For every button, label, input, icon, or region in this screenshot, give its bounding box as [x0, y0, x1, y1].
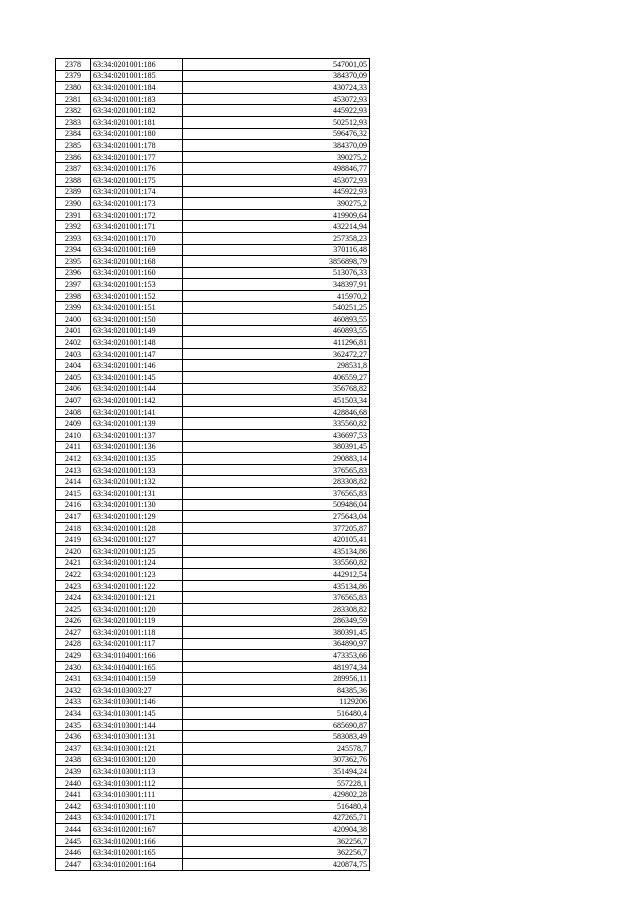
row-number-cell: 2429 — [56, 650, 91, 662]
cadastral-number-cell: 63:34:0201001:178 — [91, 140, 183, 152]
table-row — [56, 221, 370, 233]
table-row — [56, 453, 370, 465]
table-row — [56, 395, 370, 407]
value-cell: 557228,1 — [183, 777, 370, 789]
row-number-cell: 2445 — [56, 835, 91, 847]
value-cell: 289956,11 — [183, 673, 370, 685]
value-cell: 411296,81 — [183, 337, 370, 349]
cadastral-number-cell: 63:34:0201001:170 — [91, 232, 183, 244]
table-row — [56, 580, 370, 592]
row-number-cell: 2411 — [56, 441, 91, 453]
table-row — [56, 244, 370, 256]
row-number-cell: 2379 — [56, 70, 91, 82]
row-number-cell: 2391 — [56, 209, 91, 221]
cadastral-number-cell: 63:34:0201001:181 — [91, 116, 183, 128]
cadastral-number-cell: 63:34:0103001:110 — [91, 801, 183, 813]
table-row — [56, 151, 370, 163]
table-row — [56, 708, 370, 720]
table-row — [56, 569, 370, 581]
row-number-cell: 2447 — [56, 858, 91, 870]
row-number-cell: 2432 — [56, 685, 91, 697]
value-cell: 442912,54 — [183, 569, 370, 581]
table-row — [56, 186, 370, 198]
value-cell: 348397,91 — [183, 279, 370, 291]
row-number-cell: 2419 — [56, 534, 91, 546]
table-row — [56, 812, 370, 824]
value-cell: 445922,93 — [183, 186, 370, 198]
table-row — [56, 325, 370, 337]
row-number-cell: 2401 — [56, 325, 91, 337]
table-row — [56, 661, 370, 673]
row-number-cell: 2436 — [56, 731, 91, 743]
cadastral-number-cell: 63:34:0103001:112 — [91, 777, 183, 789]
cadastral-number-cell: 63:34:0201001:183 — [91, 93, 183, 105]
table-row — [56, 290, 370, 302]
value-cell: 429802,28 — [183, 789, 370, 801]
value-cell: 356768,82 — [183, 383, 370, 395]
row-number-cell: 2410 — [56, 430, 91, 442]
cadastral-number-cell: 63:34:0201001:137 — [91, 430, 183, 442]
value-cell: 84385,36 — [183, 685, 370, 697]
table-row — [56, 824, 370, 836]
table-row — [56, 441, 370, 453]
cadastral-number-cell: 63:34:0201001:150 — [91, 314, 183, 326]
row-number-cell: 2414 — [56, 476, 91, 488]
row-number-cell: 2413 — [56, 464, 91, 476]
row-number-cell: 2388 — [56, 174, 91, 186]
table-row — [56, 650, 370, 662]
table-row — [56, 499, 370, 511]
table-row — [56, 232, 370, 244]
value-cell: 335560,82 — [183, 418, 370, 430]
value-cell: 453072,93 — [183, 93, 370, 105]
value-cell: 481974,34 — [183, 661, 370, 673]
table-row — [56, 789, 370, 801]
value-cell: 420904,38 — [183, 824, 370, 836]
row-number-cell: 2389 — [56, 186, 91, 198]
row-number-cell: 2395 — [56, 256, 91, 268]
table-row — [56, 70, 370, 82]
row-number-cell: 2378 — [56, 59, 91, 71]
cadastral-number-cell: 63:34:0201001:149 — [91, 325, 183, 337]
row-number-cell: 2416 — [56, 499, 91, 511]
table-row — [56, 59, 370, 71]
value-cell: 451503,34 — [183, 395, 370, 407]
row-number-cell: 2397 — [56, 279, 91, 291]
row-number-cell: 2405 — [56, 372, 91, 384]
value-cell: 290883,14 — [183, 453, 370, 465]
table-row — [56, 93, 370, 105]
table-row — [56, 545, 370, 557]
value-cell: 370116,48 — [183, 244, 370, 256]
value-cell: 245578,7 — [183, 743, 370, 755]
row-number-cell: 2398 — [56, 290, 91, 302]
cadastral-number-cell: 63:34:0201001:136 — [91, 441, 183, 453]
row-number-cell: 2434 — [56, 708, 91, 720]
cadastral-number-cell: 63:34:0201001:184 — [91, 82, 183, 94]
cadastral-number-cell: 63:34:0103001:146 — [91, 696, 183, 708]
cadastral-number-cell: 63:34:0201001:153 — [91, 279, 183, 291]
cadastral-number-cell: 63:34:0201001:130 — [91, 499, 183, 511]
table-row — [56, 534, 370, 546]
row-number-cell: 2394 — [56, 244, 91, 256]
table-row — [56, 487, 370, 499]
cadastral-number-cell: 63:34:0103003:27 — [91, 685, 183, 697]
row-number-cell: 2438 — [56, 754, 91, 766]
cadastral-number-cell: 63:34:0201001:172 — [91, 209, 183, 221]
table-row — [56, 603, 370, 615]
table-row — [56, 337, 370, 349]
cadastral-number-cell: 63:34:0201001:148 — [91, 337, 183, 349]
table-row — [56, 383, 370, 395]
value-cell: 362472,27 — [183, 348, 370, 360]
value-cell: 453072,93 — [183, 174, 370, 186]
table-row — [56, 696, 370, 708]
value-cell: 516480,4 — [183, 708, 370, 720]
table-row — [56, 476, 370, 488]
cadastral-number-cell: 63:34:0201001:145 — [91, 372, 183, 384]
value-cell: 275643,04 — [183, 511, 370, 523]
value-cell: 390275,2 — [183, 151, 370, 163]
value-cell: 390275,2 — [183, 198, 370, 210]
value-cell: 509486,04 — [183, 499, 370, 511]
table-row — [56, 314, 370, 326]
value-cell: 376565,83 — [183, 592, 370, 604]
row-number-cell: 2430 — [56, 661, 91, 673]
cadastral-number-cell: 63:34:0102001:167 — [91, 824, 183, 836]
value-cell: 583083,49 — [183, 731, 370, 743]
value-cell: 415970,2 — [183, 290, 370, 302]
value-cell: 3856898,79 — [183, 256, 370, 268]
table-row — [56, 360, 370, 372]
table-row — [56, 858, 370, 870]
value-cell: 384370,09 — [183, 70, 370, 82]
cadastral-number-cell: 63:34:0201001:177 — [91, 151, 183, 163]
row-number-cell: 2386 — [56, 151, 91, 163]
cadastral-number-cell: 63:34:0201001:160 — [91, 267, 183, 279]
row-number-cell: 2409 — [56, 418, 91, 430]
row-number-cell: 2404 — [56, 360, 91, 372]
cadastral-number-cell: 63:34:0201001:135 — [91, 453, 183, 465]
table-row — [56, 174, 370, 186]
cadastral-number-cell: 63:34:0103001:131 — [91, 731, 183, 743]
value-cell: 283308,82 — [183, 476, 370, 488]
row-number-cell: 2418 — [56, 522, 91, 534]
table-row — [56, 801, 370, 813]
table-row — [56, 209, 370, 221]
row-number-cell: 2385 — [56, 140, 91, 152]
row-number-cell: 2402 — [56, 337, 91, 349]
row-number-cell: 2421 — [56, 557, 91, 569]
value-cell: 1129206 — [183, 696, 370, 708]
table-row — [56, 372, 370, 384]
value-cell: 502512,93 — [183, 116, 370, 128]
row-number-cell: 2383 — [56, 116, 91, 128]
value-cell: 362256,7 — [183, 835, 370, 847]
cadastral-number-cell: 63:34:0201001:139 — [91, 418, 183, 430]
table-row — [56, 279, 370, 291]
row-number-cell: 2408 — [56, 406, 91, 418]
cadastral-number-cell: 63:34:0103001:121 — [91, 743, 183, 755]
table-row — [56, 557, 370, 569]
cadastral-number-cell: 63:34:0201001:124 — [91, 557, 183, 569]
table-row — [56, 348, 370, 360]
table-row — [56, 638, 370, 650]
cadastral-number-cell: 63:34:0103001:144 — [91, 719, 183, 731]
value-cell: 432214,94 — [183, 221, 370, 233]
value-cell: 364890,97 — [183, 638, 370, 650]
value-cell: 547001,05 — [183, 59, 370, 71]
value-cell: 430724,33 — [183, 82, 370, 94]
table-row — [56, 256, 370, 268]
row-number-cell: 2444 — [56, 824, 91, 836]
row-number-cell: 2420 — [56, 545, 91, 557]
value-cell: 685690,87 — [183, 719, 370, 731]
row-number-cell: 2412 — [56, 453, 91, 465]
table-body — [56, 59, 370, 871]
cadastral-number-cell: 63:34:0201001:146 — [91, 360, 183, 372]
table-row — [56, 592, 370, 604]
table-row — [56, 430, 370, 442]
cadastral-number-cell: 63:34:0104001:159 — [91, 673, 183, 685]
value-cell: 435134,86 — [183, 580, 370, 592]
table-row — [56, 116, 370, 128]
row-number-cell: 2415 — [56, 487, 91, 499]
table-row — [56, 685, 370, 697]
table-row — [56, 198, 370, 210]
cadastral-number-cell: 63:34:0201001:144 — [91, 383, 183, 395]
table-row — [56, 302, 370, 314]
table-row — [56, 128, 370, 140]
cadastral-number-cell: 63:34:0201001:180 — [91, 128, 183, 140]
cadastral-number-cell: 63:34:0104001:166 — [91, 650, 183, 662]
row-number-cell: 2393 — [56, 232, 91, 244]
cadastral-number-cell: 63:34:0201001:171 — [91, 221, 183, 233]
table-row — [56, 615, 370, 627]
table-row — [56, 766, 370, 778]
cadastral-number-cell: 63:34:0201001:131 — [91, 487, 183, 499]
value-cell: 298531,8 — [183, 360, 370, 372]
table-row — [56, 511, 370, 523]
row-number-cell: 2439 — [56, 766, 91, 778]
cadastral-number-cell: 63:34:0201001:182 — [91, 105, 183, 117]
row-number-cell: 2406 — [56, 383, 91, 395]
row-number-cell: 2423 — [56, 580, 91, 592]
value-cell: 473353,66 — [183, 650, 370, 662]
value-cell: 420874,75 — [183, 858, 370, 870]
value-cell: 380391,45 — [183, 441, 370, 453]
cadastral-number-cell: 63:34:0201001:132 — [91, 476, 183, 488]
value-cell: 596476,32 — [183, 128, 370, 140]
cadastral-number-cell: 63:34:0201001:123 — [91, 569, 183, 581]
table-row — [56, 754, 370, 766]
row-number-cell: 2403 — [56, 348, 91, 360]
cadastral-number-cell: 63:34:0103001:111 — [91, 789, 183, 801]
table-row — [56, 731, 370, 743]
cadastral-number-cell: 63:34:0201001:185 — [91, 70, 183, 82]
value-cell: 420105,41 — [183, 534, 370, 546]
cadastral-number-cell: 63:34:0201001:122 — [91, 580, 183, 592]
cadastral-number-cell: 63:34:0201001:120 — [91, 603, 183, 615]
table-row — [56, 140, 370, 152]
cadastral-number-cell: 63:34:0102001:166 — [91, 835, 183, 847]
row-number-cell: 2442 — [56, 801, 91, 813]
cadastral-number-cell: 63:34:0201001:168 — [91, 256, 183, 268]
row-number-cell: 2390 — [56, 198, 91, 210]
row-number-cell: 2382 — [56, 105, 91, 117]
value-cell: 445922,93 — [183, 105, 370, 117]
table-row — [56, 743, 370, 755]
row-number-cell: 2400 — [56, 314, 91, 326]
cadastral-number-cell: 63:34:0201001:127 — [91, 534, 183, 546]
cadastral-number-cell: 63:34:0201001:147 — [91, 348, 183, 360]
cadastral-number-cell: 63:34:0201001:174 — [91, 186, 183, 198]
cadastral-number-cell: 63:34:0201001:186 — [91, 59, 183, 71]
row-number-cell: 2435 — [56, 719, 91, 731]
value-cell: 406559,27 — [183, 372, 370, 384]
value-cell: 283308,82 — [183, 603, 370, 615]
row-number-cell: 2426 — [56, 615, 91, 627]
cadastral-number-cell: 63:34:0201001:175 — [91, 174, 183, 186]
table-row — [56, 627, 370, 639]
value-cell: 513076,33 — [183, 267, 370, 279]
row-number-cell: 2392 — [56, 221, 91, 233]
table-row — [56, 267, 370, 279]
value-cell: 257358,23 — [183, 232, 370, 244]
cadastral-number-cell: 63:34:0201001:121 — [91, 592, 183, 604]
row-number-cell: 2396 — [56, 267, 91, 279]
cadastral-number-cell: 63:34:0102001:171 — [91, 812, 183, 824]
value-cell: 351494,24 — [183, 766, 370, 778]
table-row — [56, 847, 370, 859]
value-cell: 498846,77 — [183, 163, 370, 175]
value-cell: 516480,4 — [183, 801, 370, 813]
table-row — [56, 82, 370, 94]
value-cell: 377205,87 — [183, 522, 370, 534]
row-number-cell: 2424 — [56, 592, 91, 604]
table-row — [56, 522, 370, 534]
cadastral-number-cell: 63:34:0201001:142 — [91, 395, 183, 407]
row-number-cell: 2441 — [56, 789, 91, 801]
cadastral-number-cell: 63:34:0201001:125 — [91, 545, 183, 557]
table-row — [56, 163, 370, 175]
value-cell: 460893,55 — [183, 314, 370, 326]
table-row — [56, 777, 370, 789]
row-number-cell: 2417 — [56, 511, 91, 523]
cadastral-number-cell: 63:34:0201001:141 — [91, 406, 183, 418]
table-row — [56, 105, 370, 117]
row-number-cell: 2425 — [56, 603, 91, 615]
cadastral-number-cell: 63:34:0201001:133 — [91, 464, 183, 476]
row-number-cell: 2433 — [56, 696, 91, 708]
value-cell: 419909,64 — [183, 209, 370, 221]
row-number-cell: 2387 — [56, 163, 91, 175]
cadastral-number-cell: 63:34:0102001:165 — [91, 847, 183, 859]
value-cell: 307362,76 — [183, 754, 370, 766]
row-number-cell: 2381 — [56, 93, 91, 105]
cadastral-number-cell: 63:34:0201001:151 — [91, 302, 183, 314]
value-cell: 362256,7 — [183, 847, 370, 859]
cadastral-number-cell: 63:34:0201001:169 — [91, 244, 183, 256]
row-number-cell: 2380 — [56, 82, 91, 94]
row-number-cell: 2384 — [56, 128, 91, 140]
value-cell: 460893,55 — [183, 325, 370, 337]
value-cell: 428846,68 — [183, 406, 370, 418]
cadastral-number-cell: 63:34:0201001:176 — [91, 163, 183, 175]
row-number-cell: 2399 — [56, 302, 91, 314]
table-row — [56, 406, 370, 418]
cadastral-number-cell: 63:34:0201001:128 — [91, 522, 183, 534]
value-cell: 335560,82 — [183, 557, 370, 569]
value-cell: 427265,71 — [183, 812, 370, 824]
value-cell: 435134,86 — [183, 545, 370, 557]
value-cell: 376565,83 — [183, 464, 370, 476]
value-cell: 380391,45 — [183, 627, 370, 639]
row-number-cell: 2431 — [56, 673, 91, 685]
cadastral-value-table — [55, 58, 370, 871]
table-row — [56, 719, 370, 731]
cadastral-number-cell: 63:34:0201001:119 — [91, 615, 183, 627]
cadastral-number-cell: 63:34:0201001:129 — [91, 511, 183, 523]
table-row — [56, 464, 370, 476]
table-row — [56, 673, 370, 685]
cadastral-number-cell: 63:34:0103001:120 — [91, 754, 183, 766]
row-number-cell: 2427 — [56, 627, 91, 639]
cadastral-number-cell: 63:34:0201001:117 — [91, 638, 183, 650]
cadastral-number-cell: 63:34:0104001:165 — [91, 661, 183, 673]
cadastral-number-cell: 63:34:0102001:164 — [91, 858, 183, 870]
row-number-cell: 2437 — [56, 743, 91, 755]
value-cell: 540251,25 — [183, 302, 370, 314]
row-number-cell: 2422 — [56, 569, 91, 581]
row-number-cell: 2443 — [56, 812, 91, 824]
cadastral-number-cell: 63:34:0201001:152 — [91, 290, 183, 302]
table-row — [56, 835, 370, 847]
row-number-cell: 2446 — [56, 847, 91, 859]
row-number-cell: 2440 — [56, 777, 91, 789]
table-row — [56, 418, 370, 430]
row-number-cell: 2428 — [56, 638, 91, 650]
value-cell: 376565,83 — [183, 487, 370, 499]
cadastral-number-cell: 63:34:0201001:118 — [91, 627, 183, 639]
row-number-cell: 2407 — [56, 395, 91, 407]
cadastral-number-cell: 63:34:0103001:113 — [91, 766, 183, 778]
value-cell: 436697,53 — [183, 430, 370, 442]
cadastral-number-cell: 63:34:0201001:173 — [91, 198, 183, 210]
cadastral-number-cell: 63:34:0103001:145 — [91, 708, 183, 720]
value-cell: 384370,09 — [183, 140, 370, 152]
value-cell: 286349,59 — [183, 615, 370, 627]
